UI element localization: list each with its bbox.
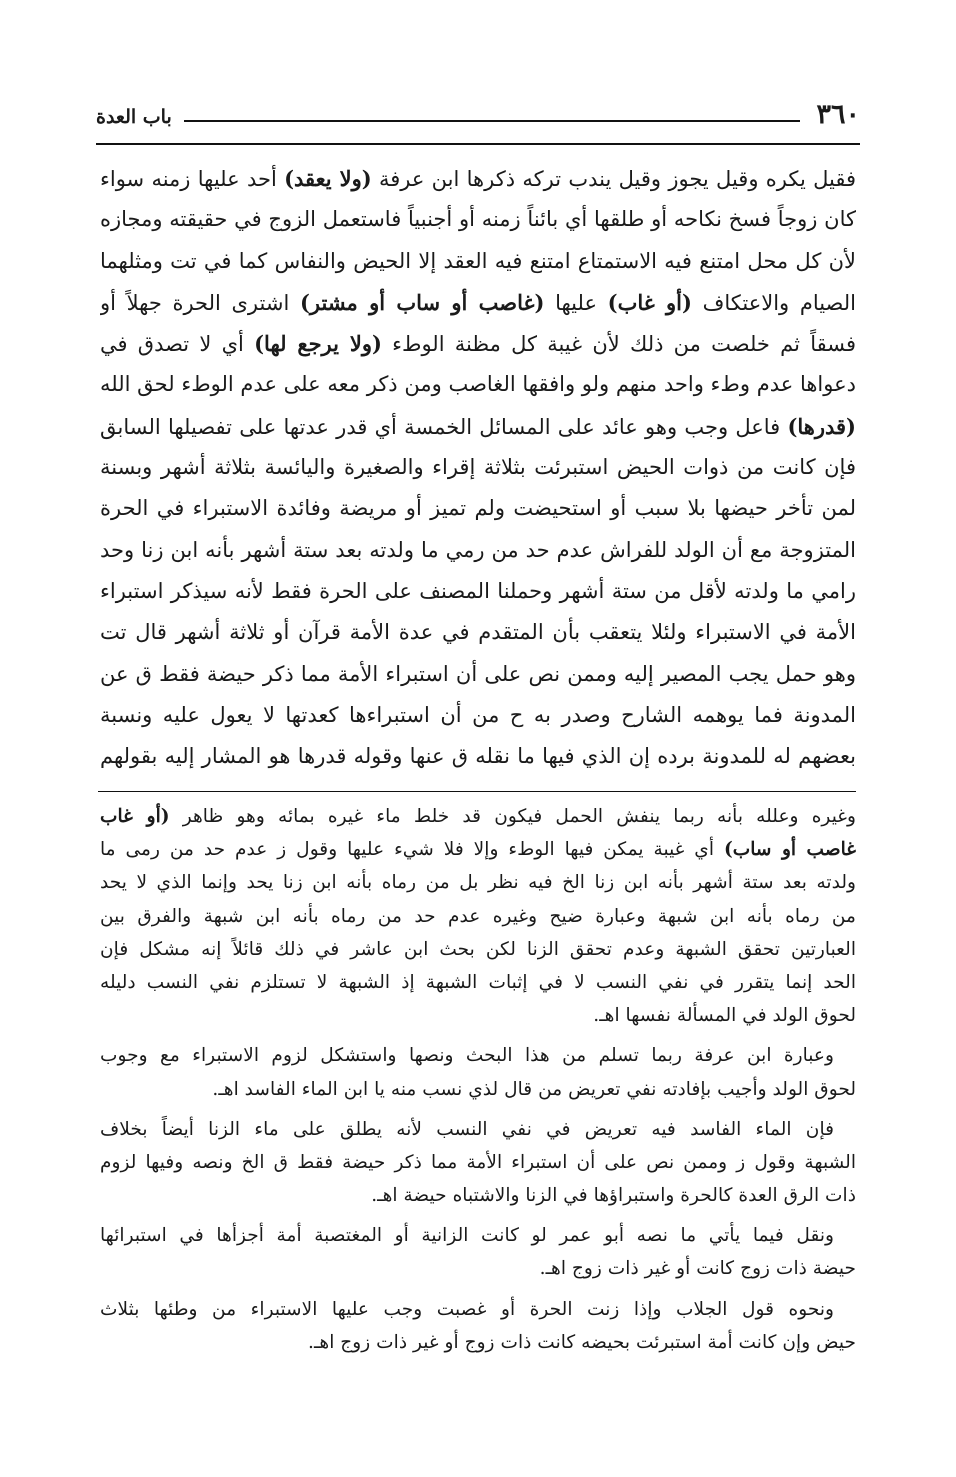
text-segment: عليها [544, 290, 608, 315]
bold-text-segment: (قدرها) [787, 413, 856, 439]
text-segment: ذات الرق العدة كالحرة واستبراؤها في الزنا والاشتباه حيضة اهـ. [371, 1185, 856, 1207]
text-segment: لحوق الولد وأجيب بإفادته نفي تعريض من قال لذي نسب منه يا ابن الماء الفاسد اهـ. [212, 1078, 856, 1100]
body-text-line [100, 323, 856, 364]
text-segment: الحد إنما يتقرر في نفي النسب لا في إثبات الشبهة إذ الشبهة لا تستلزم نفي النسب دليله [100, 971, 856, 993]
page-number: ٣٦٠ [816, 99, 860, 130]
text-segment: وهو حمل يجب المصير إليه وممن نص على أن استبراء الأمة مما ذكر حيضة فقط ق عن [100, 661, 856, 686]
text-segment: فاعل وجب وهو عائد على المسائل الخمسة أي قدر عدتها على تفصيلها السابق [100, 414, 788, 439]
bold-text-segment: (أو غاب) [607, 289, 692, 315]
footnote-text-line [100, 1146, 856, 1179]
footnote-text-line [100, 1219, 856, 1252]
text-segment: وعبارة ابن عرفة ربما تسلم من هذا البحث ونصها واستشكل لزوم الاستبراء مع وجوب [100, 1045, 834, 1067]
text-segment: بعضهم له للمدونة برده إن الذي فيها ما نقله ق عنها وقوله قدرها هو المشار إليه بقولهم [100, 744, 856, 769]
text-segment: الأمة في الاستبراء ولئلا يتعقب بأن المتقدم في عدة الأمة قرآن أو ثلاثة أشهر قال تت [100, 620, 856, 645]
footnotes-section [100, 800, 856, 1366]
text-segment: ونحوه قول الجلاب وإذا زنت الحرة أو غصبت وجب عليها الاستبراء من وطئها بثلاث [100, 1298, 834, 1320]
text-segment: فقيل يكره وقيل يجوز وقيل يندب تركه ذكرها ابن عرفة [371, 167, 856, 191]
bold-text-segment: (أو غاب [100, 806, 170, 827]
text-segment: أي غيبة يمكن فيها الوطء وإلا فلا شيء عليها وقول ز عدم حد من رمى ما [100, 839, 724, 861]
text-segment: من رماه بأنه ابن شبهة وعبارة ضيح وغيره عدم حد من رماه بأنه ابن شبهة والفرق بين [100, 905, 856, 927]
body-text-line [100, 736, 856, 777]
text-segment: فإن كانت من ذوات الحيض استبرئت بثلاثة إقراء والصغيرة واليائسة بثلاثة أشهر وبسنة [100, 455, 856, 480]
text-segment: وغيره وعلله بأنه ربما ينفش الحمل فيكون قد خلط ماء غيره بمائه وهو ظاهر [169, 806, 856, 827]
footnote-text-line [100, 966, 856, 999]
footnote-paragraph [100, 1039, 856, 1105]
footnote-paragraph [100, 1293, 856, 1359]
footnote-text-line [100, 833, 856, 866]
text-segment: أحد عليها زمنه سواء [100, 167, 285, 191]
body-text-line [100, 488, 856, 529]
text-segment: ولدته بعد ستة أشهر بأنه ابن زنا الخ فيه نظر بل من رماه بأنه ابن زنا يحد وإنما الذي لا يحد [100, 872, 856, 894]
body-text-line [100, 158, 856, 199]
text-segment: أي لا تصدق في [100, 332, 255, 357]
text-segment: المدونة فما يوهمه الشارح وصدر به ح من أن استبراءها كعدتها لا يعول عليه ونسبة [100, 702, 856, 727]
body-text-line [100, 406, 856, 447]
body-text-line [100, 654, 856, 695]
header-inline-rule [184, 120, 801, 122]
bold-text-segment: (غاصب أو ساب أو مشتر) [299, 289, 545, 315]
footnote-text-line [100, 866, 856, 899]
body-text-line [100, 282, 856, 323]
chapter-title: باب العدة [96, 106, 172, 128]
footnote-text-line [100, 1179, 856, 1212]
body-text-line [100, 447, 856, 488]
body-text-line [100, 241, 856, 282]
text-segment: فإن الماء الفاسد فيه تعريض في نفي النسب لأنه يطلق على ماء الزنا أيضاً بخلاف [100, 1118, 834, 1140]
text-segment: الصيام والاعتكاف [691, 290, 856, 315]
header-divider [96, 143, 860, 145]
footnote-text-line [100, 1039, 856, 1072]
text-segment: فسقاً ثم خلصت من ذلك لأن غيبة كل مظنة الوطء [381, 332, 856, 357]
footnote-paragraph [100, 800, 856, 1032]
text-segment: حيض وإن كانت أمة استبرئت بحيضه كانت ذات زوج أو غير ذات زوج اهـ. [308, 1331, 856, 1353]
text-segment: لأن كل محل امتنع فيه الاستمتاع امتنع فيه العقد إلا الحيض والنفاس كما في تت ومثلهما [100, 248, 856, 273]
body-text-line [100, 199, 856, 240]
body-text-line [100, 530, 856, 571]
footnote-text-line [100, 1252, 856, 1285]
bold-text-segment: غاصب أو ساب) [723, 839, 856, 861]
footnote-text-line [100, 900, 856, 933]
main-text-body [100, 158, 856, 777]
footnote-paragraph [100, 1219, 856, 1285]
footnote-text-line [100, 1326, 856, 1359]
text-segment: ونقل فيما يأتي ما نصه أبو عمر لو كانت الزانية أو المغتصبة أمة أجزأها في استبرائها [100, 1225, 834, 1247]
text-segment: لمن تأخر حيضها بلا سبب أو استحيضت ولم تميز أو مريضة وفائدة الاستبراء في الحرة [100, 496, 856, 521]
footnote-text-line [100, 800, 856, 833]
footnote-paragraph [100, 1113, 856, 1213]
text-segment: حيضة ذات زوج كانت أو غير ذات زوج اهـ. [539, 1258, 856, 1280]
running-header [96, 96, 860, 130]
footnote-divider [98, 791, 856, 792]
text-segment: المتزوجة مع أن الولد للفراش عدم حد من رمي ما ولدته بعد ستة أشهر بأنه ابن زنا وحد [100, 537, 856, 562]
body-text-line [100, 571, 856, 612]
bold-text-segment: (ولا يرجع لها) [254, 331, 382, 357]
bold-text-segment: (ولا يعقد) [284, 166, 372, 191]
text-segment: اشترى الحرة جهلاً أو [100, 290, 300, 315]
text-segment: الشبهة وقول ز وممن نص على أن استبراء الأمة مما ذكر حيضة فقط ق الخ ونصه وفيها لزوم [100, 1151, 856, 1173]
footnote-text-line [100, 933, 856, 966]
text-segment: لحوق الولد في المسألة نفسها اهـ. [593, 1005, 856, 1027]
text-segment: كان زوجاً فسخ نكاحه أو طلقها أي بائناً زمنه أو أجنبياً فاستعمل الزوج في حقيقته ومجازه [100, 207, 856, 232]
footnote-text-line [100, 1113, 856, 1146]
text-segment: دعواها عدم وطء واحد منهم ولو وافقها الغاصب ومن ذكر معه على عدم الوطء لحق الله [100, 372, 856, 397]
text-segment: العبارتين تحقق الشبهة وعدم تحقق الزنا لكن بحث ابن عاشر في ذلك قائلاً إنه مشكل فإن [100, 938, 856, 960]
body-text-line [100, 612, 856, 653]
footnote-text-line [100, 1293, 856, 1326]
footnote-text-line [100, 999, 856, 1032]
text-segment: رامي ما ولدته لأقل من ستة أشهر وحملنا المصنف على الحرة فقط لأنه سيذكر استبراء [100, 578, 856, 603]
body-text-line [100, 695, 856, 736]
body-text-line [100, 364, 856, 405]
footnote-text-line [100, 1073, 856, 1106]
